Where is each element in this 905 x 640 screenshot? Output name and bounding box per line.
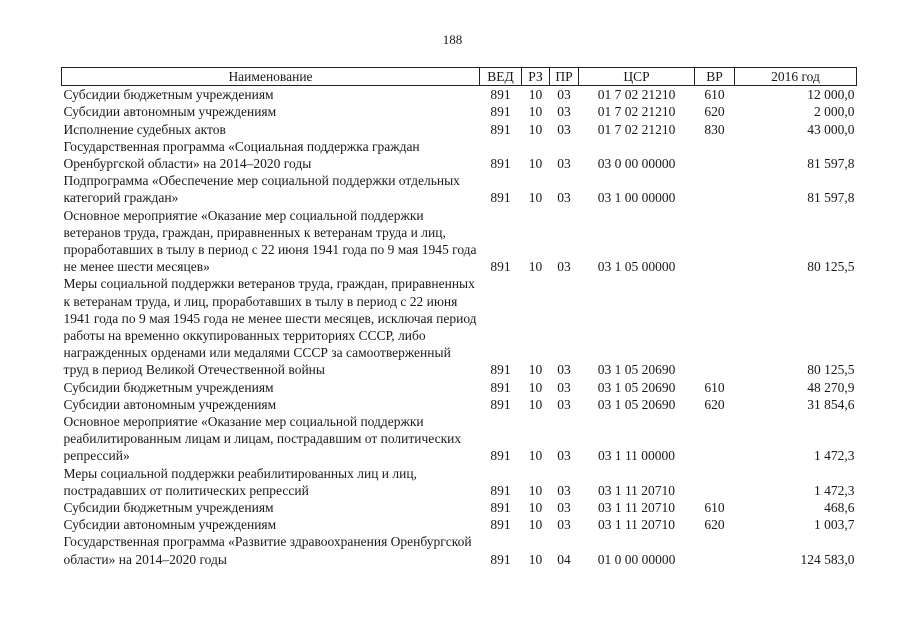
table-row: [62, 138, 857, 172]
row-ved: 891: [490, 517, 511, 533]
header-ved: ВЕД: [480, 68, 522, 86]
table-row: [62, 172, 857, 206]
row-amount: 81 597,8: [807, 190, 855, 206]
row-ved: 891: [490, 551, 511, 567]
row-amount: 80 125,5: [807, 259, 855, 275]
row-rz: 10: [528, 259, 543, 275]
table-header-row: [62, 68, 857, 86]
row-csr: 03 0 00 00000: [597, 156, 676, 172]
row-csr: 03 1 00 00000: [597, 190, 676, 206]
row-amount: 468,6: [824, 500, 855, 516]
row-name: Субсидии бюджетным учреждениям: [63, 87, 274, 103]
row-name: Государственная программа «Социальная поддержка граждан Оренбургской области» на 2014–2020 годы: [63, 138, 420, 172]
row-rz: 10: [528, 87, 543, 103]
table-row: [62, 516, 857, 533]
row-ved: 891: [490, 190, 511, 206]
row-vr: [695, 138, 735, 172]
table-row: [62, 533, 857, 567]
row-vr: 620: [704, 396, 725, 412]
row-rz: 10: [528, 104, 543, 120]
row-name: Субсидии бюджетным учреждениям: [63, 379, 274, 395]
row-name: Подпрограмма «Обеспечение мер социальной поддержки отдельных категорий граждан»: [63, 173, 460, 206]
row-csr: 03 1 11 20710: [597, 500, 676, 516]
header-pr: ПР: [550, 68, 579, 86]
row-rz: 10: [528, 448, 543, 464]
row-rz: 10: [528, 362, 543, 378]
row-ved: 891: [490, 379, 511, 395]
row-rz: 10: [528, 551, 543, 567]
row-amount: 1 472,3: [814, 448, 855, 464]
row-rz: 10: [528, 396, 543, 412]
row-name: Субсидии автономным учреждениям: [63, 396, 277, 412]
row-name: Меры социальной поддержки ветеранов труда, граждан, приравненных к ветеранам труда, и лиц, проработавших в тылу в период с 22 июня 1941 года по 9 мая 1945 года не менее шести месяцев, исключая период работы на временно оккупированных территориях СССР, либо награжденных орденами или медалями СССР за самоотверженный труд в период Великой Отечественной войны: [63, 276, 477, 378]
row-vr: [695, 413, 735, 465]
row-vr: 830: [704, 121, 725, 137]
row-rz: 10: [528, 482, 543, 498]
row-vr: [695, 172, 735, 206]
row-amount: 124 583,0: [800, 551, 855, 567]
row-amount: 2 000,0: [814, 104, 855, 120]
row-vr: [695, 533, 735, 567]
row-pr: 03: [557, 482, 571, 498]
row-name: Субсидии автономным учреждениям: [63, 517, 277, 533]
row-vr: 610: [704, 500, 725, 516]
row-csr: 01 0 00 00000: [597, 551, 676, 567]
row-csr: 01 7 02 21210: [597, 87, 676, 103]
row-name: Субсидии автономным учреждениям: [63, 104, 277, 120]
row-amount: 12 000,0: [807, 87, 855, 103]
row-pr: 03: [557, 259, 571, 275]
row-pr: 03: [557, 190, 571, 206]
row-name: Основное мероприятие «Оказание мер социальной поддержки реабилитированным лицам и лицам, пострадавшим от политических репрессий»: [63, 414, 462, 464]
row-pr: 03: [557, 448, 571, 464]
row-vr: [695, 275, 735, 378]
row-ved: 891: [490, 87, 511, 103]
row-name: Исполнение судебных актов: [63, 121, 226, 137]
row-csr: 03 1 05 20690: [597, 362, 676, 378]
row-csr: 03 1 05 20690: [597, 379, 676, 395]
row-vr: [695, 207, 735, 276]
row-amount: 31 854,6: [807, 396, 855, 412]
budget-table: [61, 67, 857, 568]
row-rz: 10: [528, 190, 543, 206]
row-pr: 03: [557, 121, 571, 137]
row-rz: 10: [528, 517, 543, 533]
row-csr: 03 1 11 20710: [597, 517, 676, 533]
row-name: Меры социальной поддержки реабилитированных лиц и лиц, пострадавших от политических репрессий: [63, 465, 417, 498]
row-csr: 03 1 05 20690: [597, 396, 676, 412]
row-amount: 81 597,8: [807, 156, 855, 172]
row-ved: 891: [490, 500, 511, 516]
row-ved: 891: [490, 121, 511, 137]
row-csr: 01 7 02 21210: [597, 104, 676, 120]
header-csr: ЦСР: [579, 68, 695, 86]
row-rz: 10: [528, 379, 543, 395]
header-name: Наименование: [62, 68, 480, 86]
row-vr: 610: [704, 87, 725, 103]
row-pr: 03: [557, 500, 571, 516]
row-csr: 01 7 02 21210: [597, 121, 676, 137]
row-rz: 10: [528, 500, 543, 516]
header-vr: ВР: [695, 68, 735, 86]
table-row: [62, 499, 857, 516]
row-ved: 891: [490, 104, 511, 120]
row-csr: 03 1 11 00000: [597, 448, 676, 464]
row-ved: 891: [490, 482, 511, 498]
table-row: [62, 396, 857, 413]
row-csr: 03 1 11 20710: [597, 482, 676, 498]
row-pr: 03: [557, 379, 571, 395]
row-ved: 891: [490, 396, 511, 412]
row-amount: 48 270,9: [807, 379, 855, 395]
row-amount: 1 003,7: [814, 517, 855, 533]
row-name: Основное мероприятие «Оказание мер социальной поддержки ветеранов труда, граждан, приравненных к ветеранам труда и лиц, проработавших в тылу в период с 22 июня 1941 года по 9 мая 1945 года не менее шести месяцев»: [63, 207, 477, 275]
row-rz: 10: [528, 156, 543, 172]
table-row: [62, 413, 857, 465]
row-vr: 620: [704, 104, 725, 120]
row-vr: [695, 465, 735, 499]
table-row: [62, 86, 857, 104]
row-name: Субсидии бюджетным учреждениям: [63, 500, 274, 516]
row-pr: 04: [557, 551, 571, 567]
row-pr: 03: [557, 362, 571, 378]
page-number: 188: [442, 32, 463, 47]
row-ved: 891: [490, 156, 511, 172]
row-ved: 891: [490, 259, 511, 275]
row-pr: 03: [557, 104, 571, 120]
table-row: [62, 103, 857, 120]
row-rz: 10: [528, 121, 543, 137]
table-row: [62, 465, 857, 499]
table-row: [62, 121, 857, 138]
table-row: [62, 207, 857, 276]
row-csr: 03 1 05 00000: [597, 259, 676, 275]
row-pr: 03: [557, 87, 571, 103]
row-ved: 891: [490, 362, 511, 378]
row-ved: 891: [490, 448, 511, 464]
row-name: Государственная программа «Развитие здравоохранения Оренбургской области» на 2014–2020 годы: [63, 534, 472, 567]
row-pr: 03: [557, 156, 571, 172]
row-vr: 620: [704, 517, 725, 533]
table-row: [62, 379, 857, 396]
row-amount: 1 472,3: [814, 482, 855, 498]
header-rz: РЗ: [522, 68, 550, 86]
row-amount: 43 000,0: [807, 121, 855, 137]
table-row: [62, 275, 857, 378]
row-pr: 03: [557, 396, 571, 412]
row-vr: 610: [704, 379, 725, 395]
row-pr: 03: [557, 517, 571, 533]
header-year: 2016 год: [735, 68, 857, 86]
row-amount: 80 125,5: [807, 362, 855, 378]
